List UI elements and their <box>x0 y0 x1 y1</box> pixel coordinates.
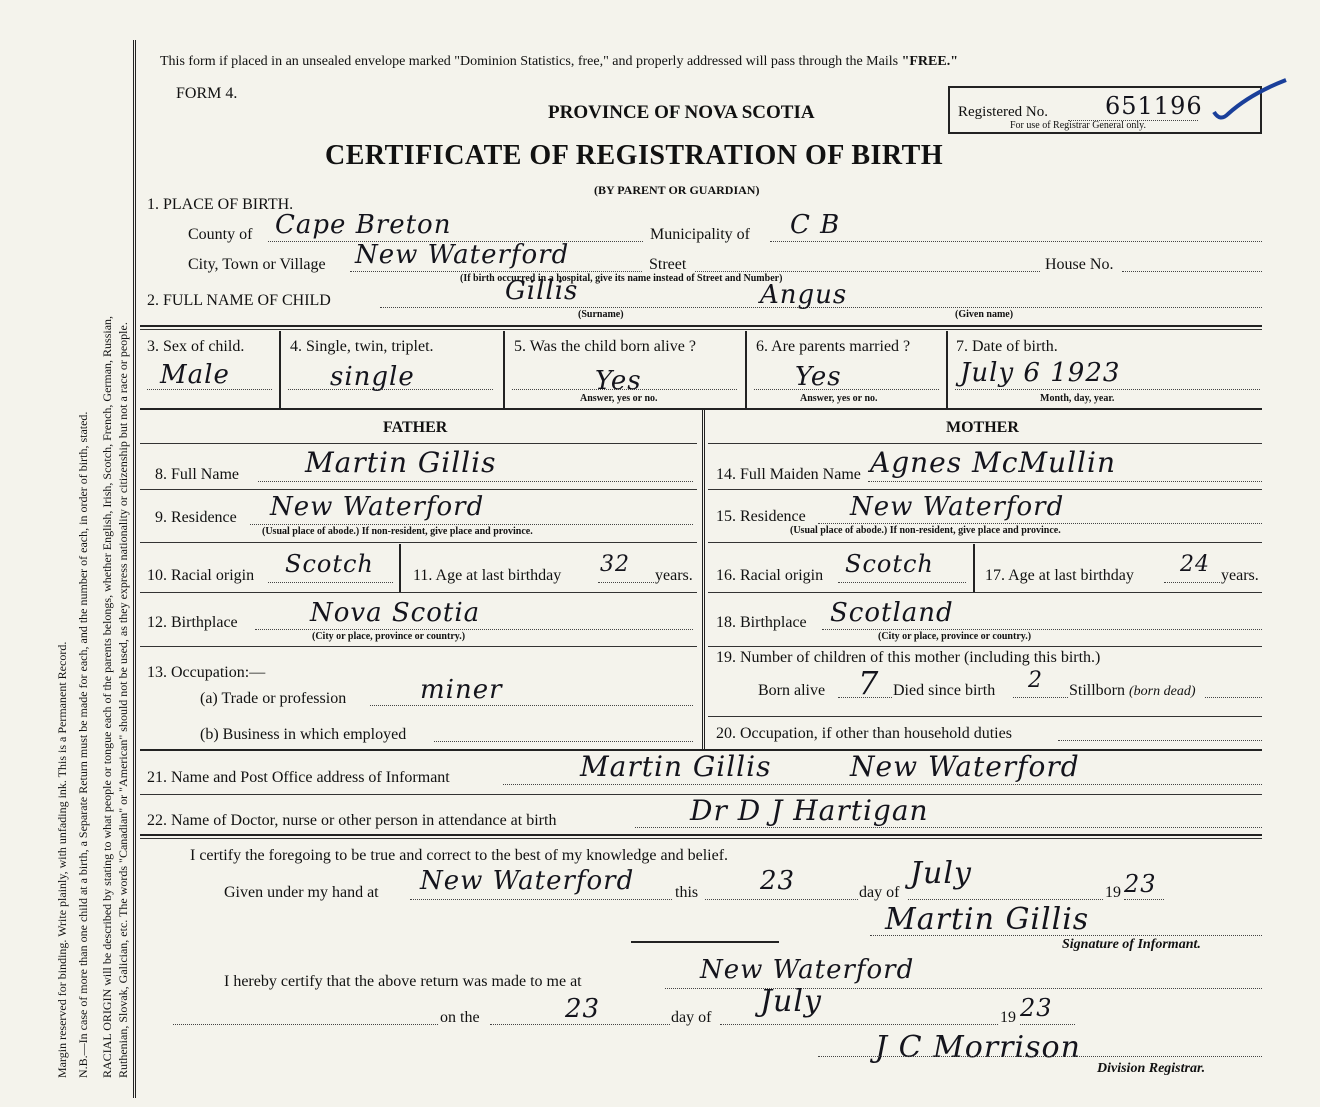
dob-caption: Month, day, year. <box>1040 393 1115 404</box>
mother-name-value: Agnes McMullin <box>870 446 1116 479</box>
informant-name-value: Martin Gillis <box>580 750 772 783</box>
dob-value: July 6 1923 <box>960 358 1121 388</box>
day-of-label: day of <box>859 884 900 901</box>
registrar-day-of-label: day of <box>671 1009 712 1026</box>
doctor-value: Dr D J Hartigan <box>690 794 929 827</box>
mother-residence-caption: (Usual place of abode.) If non-resident, give place and province. <box>790 525 1061 536</box>
born-alive-count-label: Born alive <box>758 682 826 699</box>
certificate-subtitle: (BY PARENT OR GUARDIAN) <box>594 183 760 197</box>
father-birthplace-label: 12. Birthplace <box>147 614 238 631</box>
father-name-value: Martin Gillis <box>305 446 497 479</box>
father-racial-label: 10. Racial origin <box>147 567 255 584</box>
father-heading: FATHER <box>383 419 448 436</box>
informant-address-value: New Waterford <box>850 750 1080 783</box>
father-birthplace-caption: (City or place, province or country.) <box>312 631 466 642</box>
registrar-year-value: 23 <box>1020 994 1053 1022</box>
binding-margin-line <box>133 40 136 1098</box>
margin-note-racial-origin-1: RACIAL ORIGIN will be described by stating to what people or tongue each of the parents belongs, whether English, Irish, Scotch, French, German, Russian, <box>100 315 114 1078</box>
province-heading: PROVINCE OF NOVA SCOTIA <box>548 102 815 123</box>
father-residence-label: 9. Residence <box>155 509 237 526</box>
mother-residence-label: 15. Residence <box>716 508 806 525</box>
children-count-label: 19. Number of children of this mother (including this birth.) <box>716 649 1101 666</box>
informant-label: 21. Name and Post Office address of Informant <box>147 769 450 786</box>
child-given-value: Angus <box>760 280 848 310</box>
sex-label: 3. Sex of child. <box>147 338 245 355</box>
registered-label: Registered No. <box>958 104 1048 120</box>
registrar-year-prefix: 19 <box>1000 1009 1016 1026</box>
registered-value: 651196 <box>1105 92 1203 120</box>
father-birthplace-value: Nova Scotia <box>310 598 481 628</box>
mother-racial-label: 16. Racial origin <box>716 567 824 584</box>
multiple-birth-label: 4. Single, twin, triplet. <box>290 338 434 355</box>
mail-note: This form if placed in an unsealed envelope marked "Dominion Statistics, free," and properly addressed will pass through the Mails "FREE." <box>160 54 958 69</box>
died-value: 2 <box>1028 668 1043 693</box>
father-occupation-label: 13. Occupation:— <box>147 664 266 681</box>
died-label: Died since birth <box>893 682 996 699</box>
born-alive-value: Yes <box>595 366 642 396</box>
registered-note: For use of Registrar General only. <box>1010 120 1146 131</box>
mother-occupation-label: 20. Occupation, if other than household duties <box>716 725 1012 742</box>
stillborn-label: Stillborn (born dead) <box>1069 682 1196 699</box>
father-racial-value: Scotch <box>285 550 374 578</box>
father-residence-caption: (Usual place of abode.) If non-resident, give place and province. <box>262 526 533 537</box>
born-alive-count-value: 7 <box>858 664 880 702</box>
child-name-label: 2. FULL NAME OF CHILD <box>147 292 331 309</box>
form-number: FORM 4. <box>176 85 238 102</box>
parents-married-value: Yes <box>795 362 842 392</box>
father-name-label: 8. Full Name <box>155 466 239 483</box>
registrar-day-value: 23 <box>565 994 601 1024</box>
born-alive-caption: Answer, yes or no. <box>580 393 658 404</box>
mother-racial-value: Scotch <box>845 550 934 578</box>
father-age-label: 11. Age at last birthday <box>413 567 562 584</box>
certify-year-value: 23 <box>1124 870 1157 898</box>
on-the-label: on the <box>440 1009 480 1026</box>
registrar-statement: I hereby certify that the above return was made to me at <box>224 973 582 990</box>
hospital-note: (If birth occurred in a hospital, give its name instead of Street and Number) <box>460 273 783 284</box>
dob-label: 7. Date of birth. <box>956 338 1058 355</box>
year-prefix: 19 <box>1105 884 1121 901</box>
city-label: City, Town or Village <box>188 256 326 273</box>
father-age-unit: years. <box>655 567 693 584</box>
multiple-birth-value: single <box>330 362 415 392</box>
pen-check-mark <box>1210 76 1290 126</box>
certificate-title: CERTIFICATE OF REGISTRATION OF BIRTH <box>325 140 944 171</box>
born-alive-label: 5. Was the child born alive ? <box>514 338 696 355</box>
child-surname-value: Gillis <box>505 276 579 306</box>
parents-married-caption: Answer, yes or no. <box>800 393 878 404</box>
municipality-label: Municipality of <box>650 226 750 243</box>
certify-month-value: July <box>910 856 972 891</box>
mother-age-label: 17. Age at last birthday <box>985 567 1134 584</box>
county-label: County of <box>188 226 253 243</box>
business-label: (b) Business in which employed <box>200 726 407 743</box>
mother-name-label: 14. Full Maiden Name <box>716 466 861 483</box>
certify-statement: I certify the foregoing to be true and correct to the best of my knowledge and belief. <box>190 847 729 864</box>
given-name-caption: (Given name) <box>955 309 1014 320</box>
house-number-label: House No. <box>1045 256 1114 273</box>
father-residence-value: New Waterford <box>270 492 485 522</box>
parents-married-label: 6. Are parents married ? <box>756 338 911 355</box>
signature-caption: Signature of Informant. <box>1062 937 1201 952</box>
municipality-value: C B <box>790 210 841 240</box>
certify-day-value: 23 <box>760 866 796 896</box>
sex-value: Male <box>160 360 230 390</box>
trade-label: (a) Trade or profession <box>200 690 347 707</box>
margin-note-multiple-births: N.B.—In case of more than one child at a birth, a Separate Return must be made for each, and the number of each, in order of birth, stated. <box>76 411 90 1078</box>
mother-birthplace-caption: (City or place, province or country.) <box>878 631 1032 642</box>
mother-birthplace-value: Scotland <box>830 598 954 628</box>
mother-heading: MOTHER <box>946 419 1019 436</box>
margin-note-racial-origin-2: Ruthenian, Slovak, Galician, etc. The words "Canadian" or "American" should not be used, as they express nationality or citizenship but not a race or people. <box>116 322 130 1078</box>
trade-value: miner <box>420 675 503 705</box>
mother-birthplace-label: 18. Birthplace <box>716 614 807 631</box>
surname-caption: (Surname) <box>578 309 624 320</box>
city-value: New Waterford <box>355 240 570 270</box>
registrar-month-value: July <box>760 984 822 1019</box>
county-value: Cape Breton <box>275 210 452 240</box>
registrar-signature: J C Morrison <box>875 1030 1081 1065</box>
margin-note-binding: Margin reserved for binding. Write plainly, with unfading ink. This is a Permanent Record. <box>55 641 69 1078</box>
street-label: Street <box>649 256 687 273</box>
registrar-caption: Division Registrar. <box>1097 1061 1206 1076</box>
doctor-label: 22. Name of Doctor, nurse or other person in attendance at birth <box>147 812 557 829</box>
mother-age-unit: years. <box>1221 567 1259 584</box>
this-label: this <box>675 884 699 901</box>
informant-signature: Martin Gillis <box>885 902 1090 937</box>
father-age-value: 32 <box>600 552 630 577</box>
mother-age-value: 24 <box>1180 552 1210 577</box>
place-heading: 1. PLACE OF BIRTH. <box>147 196 294 213</box>
given-under-label: Given under my hand at <box>224 884 379 901</box>
given-place-value: New Waterford <box>420 866 635 896</box>
mother-residence-value: New Waterford <box>850 492 1065 522</box>
registrar-place-value: New Waterford <box>700 955 915 985</box>
